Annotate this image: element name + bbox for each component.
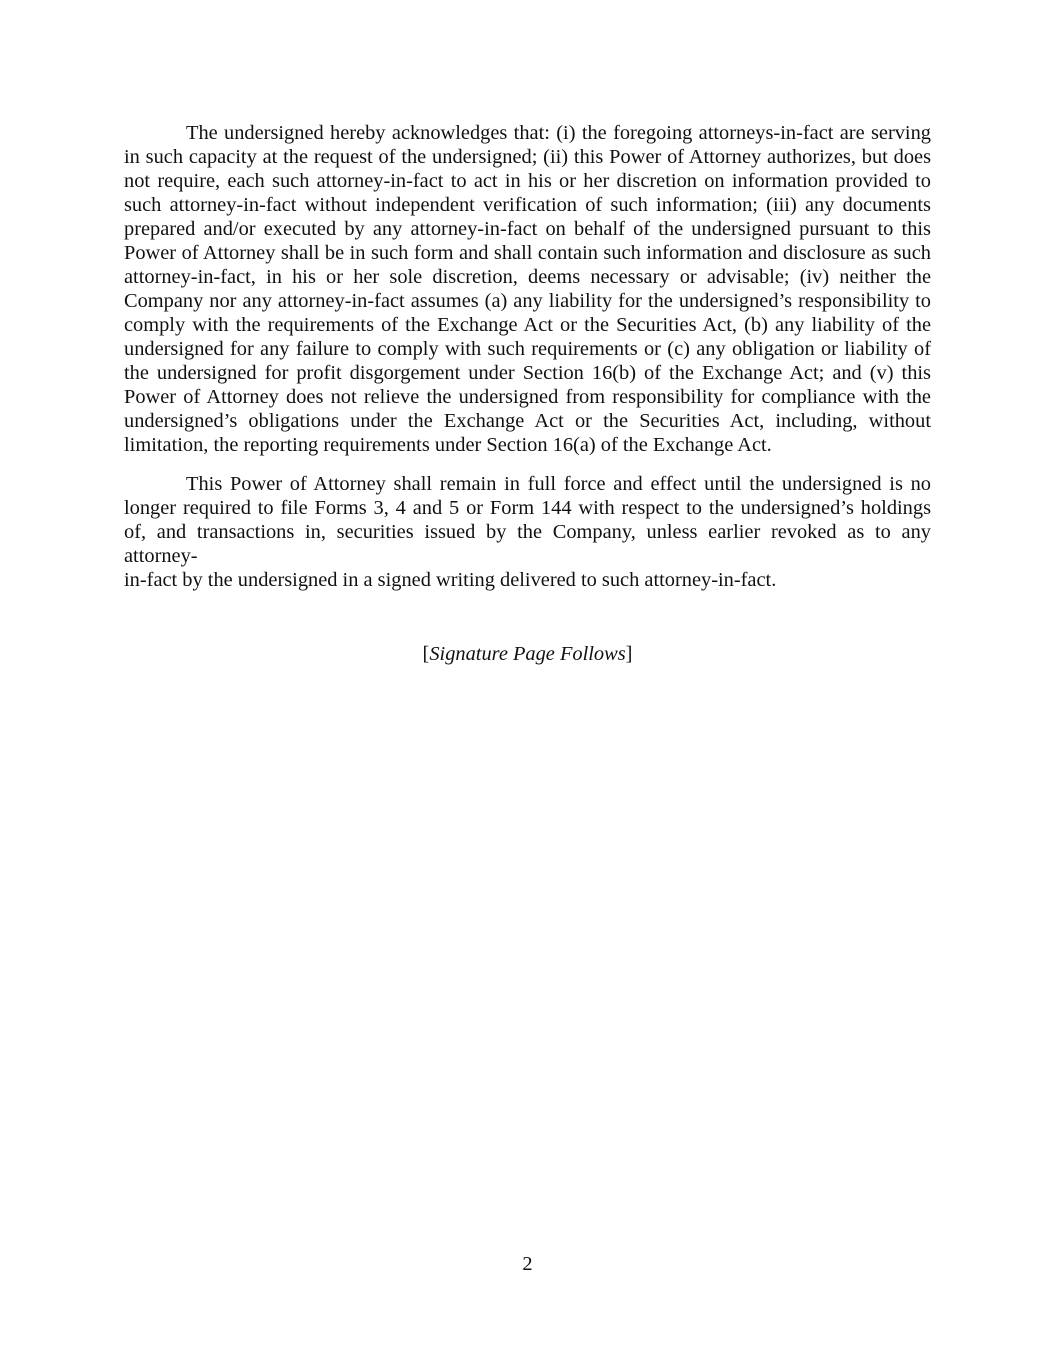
signature-note-close-bracket: ] (625, 643, 633, 665)
paragraph (124, 472, 931, 592)
body-text (124, 121, 931, 592)
text-line: undersigned’s obligations under the Exchange Act or the Securities Act, including, without (124, 410, 931, 432)
text-line: in such capacity at the request of the undersigned; (ii) this Power of Attorney authorizes, but does (124, 146, 931, 168)
signature-page-note (0, 642, 1055, 666)
text-line: comply with the requirements of the Exchange Act or the Securities Act, (b) any liability of the (124, 314, 931, 336)
text-line: Company nor any attorney-in-fact assumes (a) any liability for the undersigned’s responsibility to (124, 290, 931, 312)
text-line: of, and transactions in, securities issued by the Company, unless earlier revoked as to any attorney- (124, 521, 931, 567)
text-line: attorney-in-fact, in his or her sole discretion, deems necessary or advisable; (iv) neither the (124, 266, 931, 288)
text-line: in-fact by the undersigned in a signed writing delivered to such attorney-in-fact. (124, 569, 777, 591)
text-line: prepared and/or executed by any attorney-in-fact on behalf of the undersigned pursuant to this (124, 218, 931, 240)
text-line: the undersigned for profit disgorgement under Section 16(b) of the Exchange Act; and (v) this (124, 362, 931, 384)
text-line: undersigned for any failure to comply with such requirements or (c) any obligation or liability of (124, 338, 931, 360)
text-line: The undersigned hereby acknowledges that: (i) the foregoing attorneys-in-fact are serving (186, 122, 931, 144)
text-line: not require, each such attorney-in-fact to act in his or her discretion on information provided to (124, 170, 931, 192)
text-line: Power of Attorney shall be in such form and shall contain such information and disclosure as such (124, 242, 931, 264)
text-line: limitation, the reporting requirements under Section 16(a) of the Exchange Act. (124, 434, 772, 456)
text-line: This Power of Attorney shall remain in full force and effect until the undersigned is no (186, 473, 931, 495)
text-line: such attorney-in-fact without independent verification of such information; (iii) any documents (124, 194, 931, 216)
signature-note-text: Signature Page Follows (429, 643, 626, 665)
paragraph (124, 121, 931, 457)
text-line: Power of Attorney does not relieve the undersigned from responsibility for compliance with the (124, 386, 931, 408)
page-number: 2 (522, 1253, 533, 1275)
text-line: longer required to file Forms 3, 4 and 5 or Form 144 with respect to the undersigned’s holdings (124, 497, 931, 519)
signature-note-open-bracket: [ (422, 643, 430, 665)
